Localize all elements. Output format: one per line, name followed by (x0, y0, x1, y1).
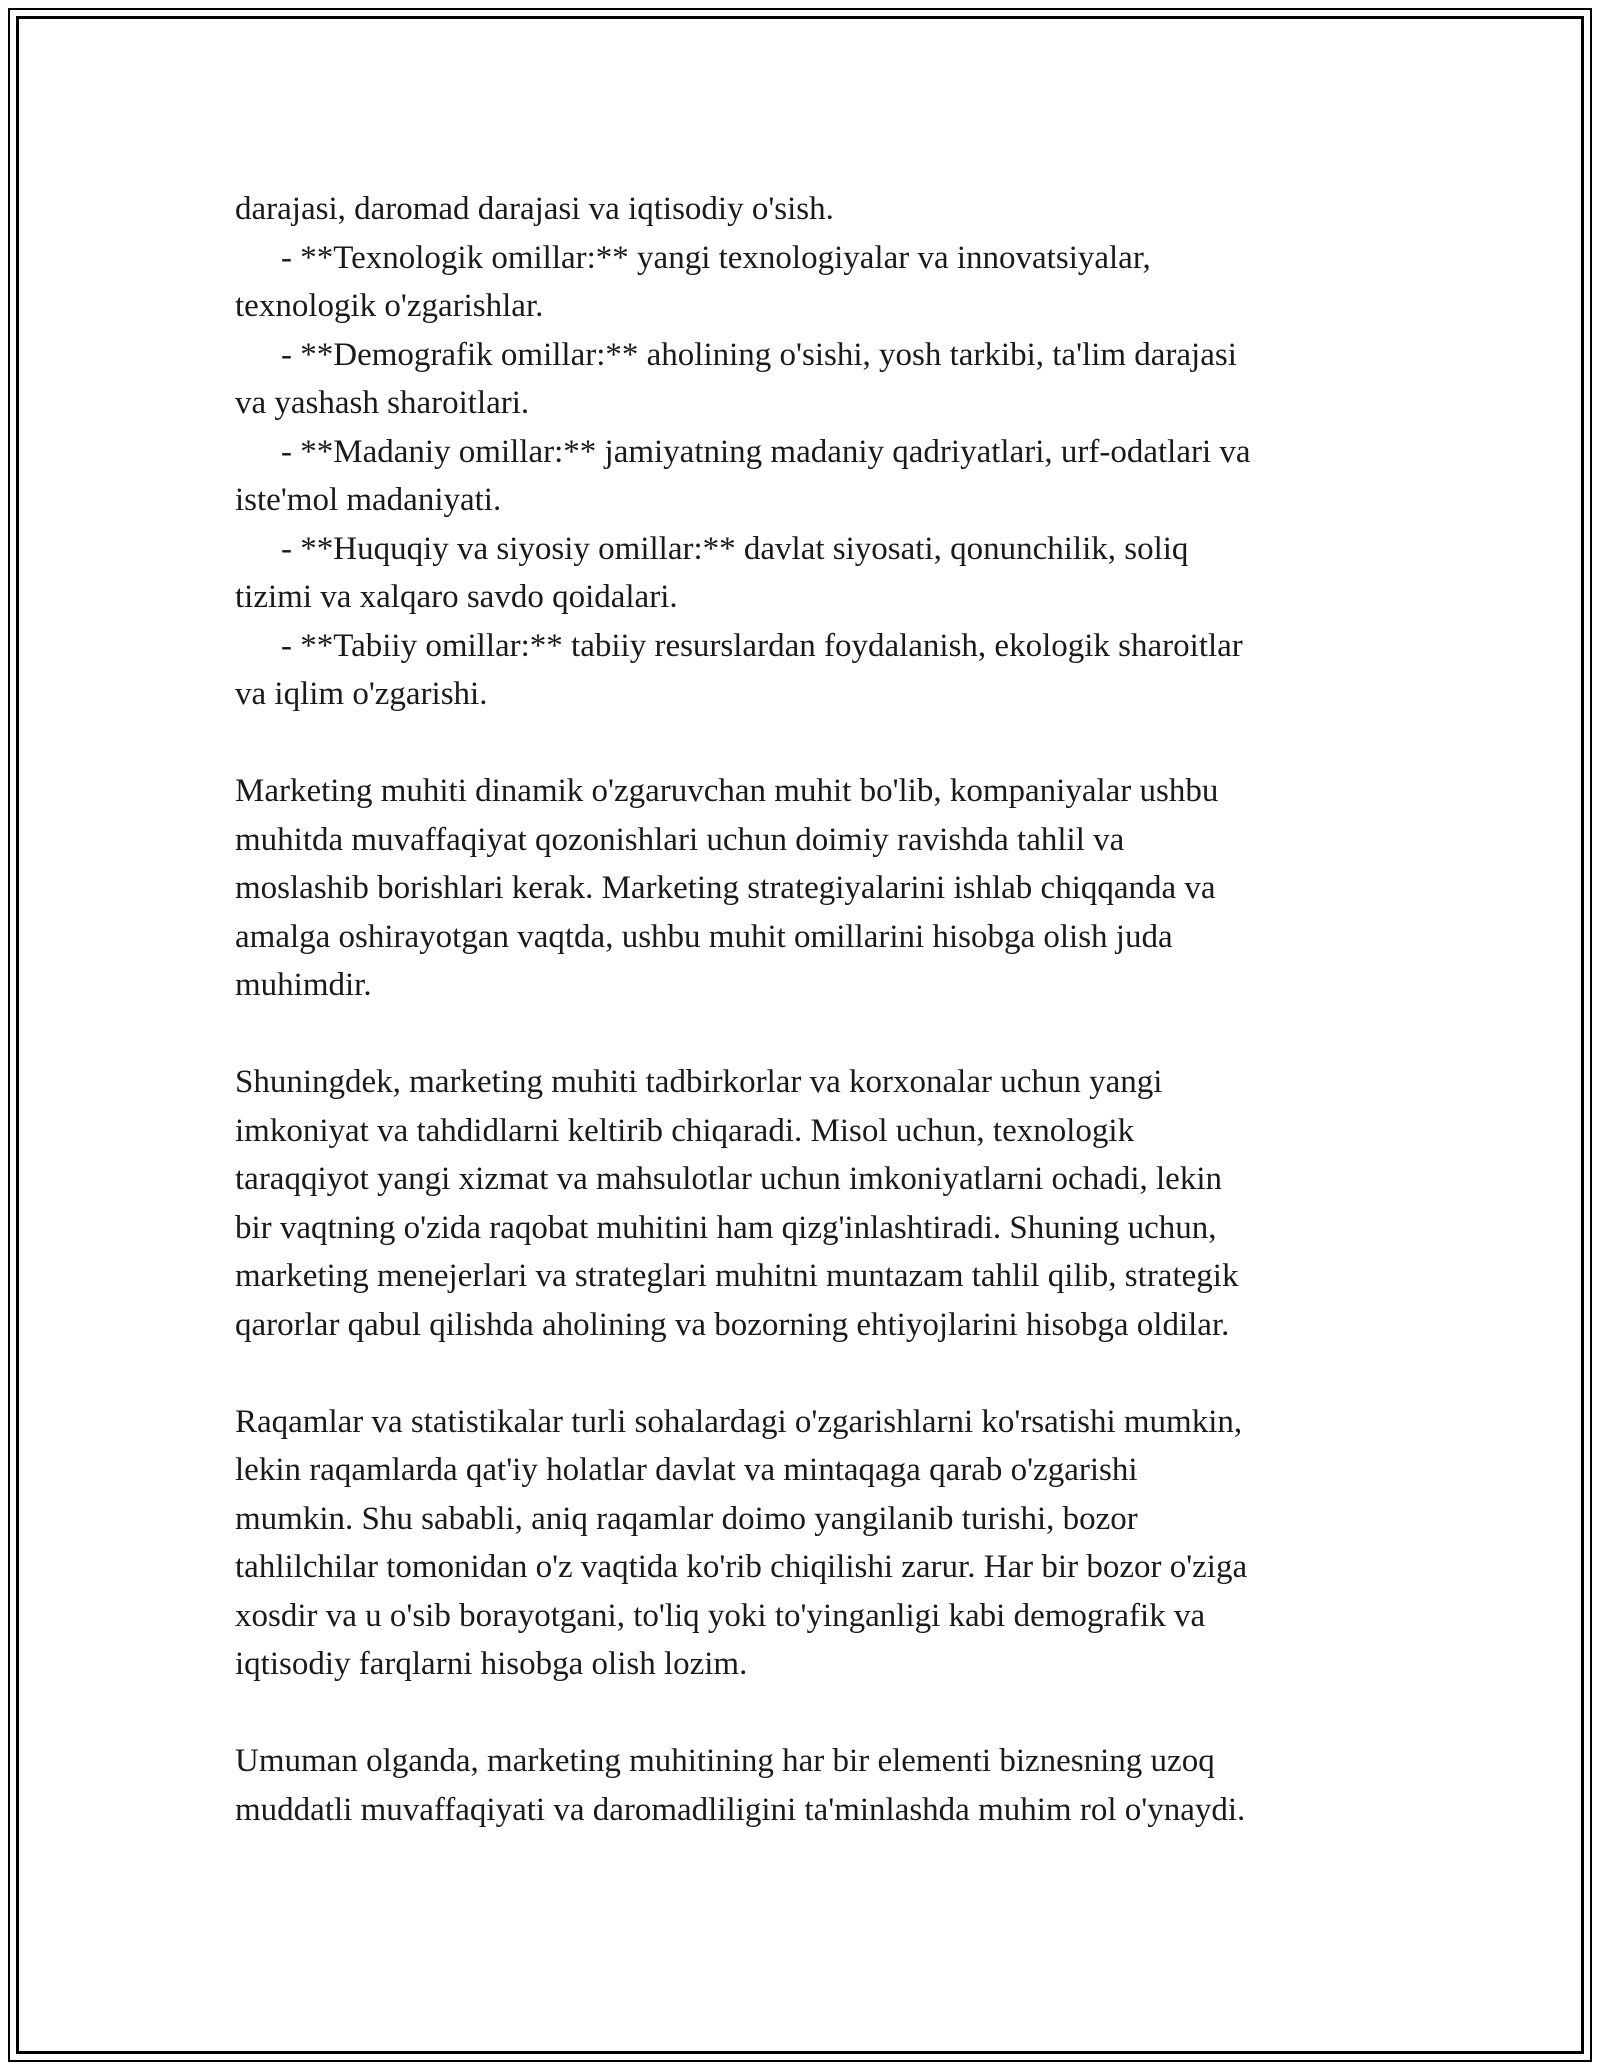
list-continuation-line: darajasi, daromad darajasi va iqtisodiy o'sish. (235, 191, 834, 227)
paragraph-line: tahlilchilar tomonidan o'z vaqtida ko'rib chiqilishi zarur. Har bir bozor o'ziga (235, 1549, 1248, 1585)
list-item-line: - **Madaniy omillar:** jamiyatning madaniy qadriyatlari, urf-odatlari va (281, 433, 1251, 470)
paragraph-2 (235, 1058, 1385, 1349)
paragraph-line: Marketing muhiti dinamik o'zgaruvchan muhit bo'lib, kompaniyalar ushbu (235, 773, 1219, 809)
list-item-line: - **Tabiiy omillar:** tabiiy resurslardan foydalanish, ekologik sharoitlar (281, 627, 1243, 664)
list-item-line: va yashash sharoitlari. (235, 385, 530, 421)
paragraph-line: iqtisodiy farqlarni hisobga olish lozim. (235, 1646, 748, 1682)
paragraph-line: bir vaqtning o'zida raqobat muhitini ham qizg'inlashtiradi. Shuning uchun, (235, 1209, 1217, 1246)
paragraph-gap (235, 1689, 1385, 1738)
list-item-line: va iqlim o'zgarishi. (235, 676, 488, 712)
paragraph-line: muhimdir. (235, 967, 372, 1003)
list-item-legal-political (235, 525, 1385, 622)
list-item-line: texnologik o'zgarishlar. (235, 288, 544, 324)
list-item-demographic (235, 331, 1385, 428)
list-item-line: iste'mol madaniyati. (235, 482, 502, 518)
paragraph-line: Shuningdek, marketing muhiti tadbirkorlar va korxonalar uchun yangi (235, 1064, 1163, 1100)
paragraph-line: taraqqiyot yangi xizmat va mahsulotlar uchun imkoniyatlarni ochadi, lekin (235, 1161, 1222, 1197)
paragraph-3 (235, 1398, 1385, 1689)
paragraph-line: qarorlar qabul qilishda aholining va bozorning ehtiyojlarini hisobga oldilar. (235, 1306, 1230, 1343)
list-item-line: - **Huquqiy va siyosiy omillar:** davlat siyosati, qonunchilik, soliq (281, 530, 1189, 567)
paragraph-line: lekin raqamlarda qat'iy holatlar davlat va mintaqaga qarab o'zgarishi (235, 1452, 1138, 1488)
paragraph-gap (235, 719, 1385, 768)
paragraph-line: Umuman olganda, marketing muhitining har bir elementi biznesning uzoq (235, 1743, 1215, 1779)
list-item-cultural (235, 428, 1385, 525)
list-item-technological (235, 234, 1385, 331)
paragraph-4 (235, 1737, 1385, 1834)
list-item-natural (235, 622, 1385, 719)
paragraph-line: moslashib borishlari kerak. Marketing strategiyalarini ishlab chiqqanda va (235, 870, 1216, 906)
paragraph-line: marketing menejerlari va strateglari muhitni muntazam tahlil qilib, strategik (235, 1258, 1239, 1294)
paragraph-line: amalga oshirayotgan vaqtda, ushbu muhit omillarini hisobga olish juda (235, 918, 1173, 955)
paragraph-line: Raqamlar va statistikalar turli sohalardagi o'zgarishlarni ko'rsatishi mumkin, (235, 1403, 1243, 1440)
list-item-line: - **Demografik omillar:** aholining o'sishi, yosh tarkibi, ta'lim darajasi (281, 336, 1237, 373)
paragraph-line: imkoniyat va tahdidlarni keltirib chiqaradi. Misol uchun, texnologik (235, 1112, 1135, 1149)
paragraph-line: mumkin. Shu sababli, aniq raqamlar doimo yangilanib turishi, bozor (235, 1500, 1138, 1537)
paragraph-line: muhitda muvaffaqiyat qozonishlari uchun doimiy ravishda tahlil va (235, 821, 1125, 858)
list-item-line: - **Texnologik omillar:** yangi texnologiyalar va innovatsiyalar, (281, 239, 1151, 276)
paragraph-line: muddatli muvaffaqiyati va daromadliligini ta'minlashda muhim rol o'ynaydi. (235, 1791, 1246, 1828)
list-item-line: tizimi va xalqaro savdo qoidalari. (235, 579, 678, 615)
paragraph-line: xosdir va u o'sib borayotgani, to'liq yoki to'yinganligi kabi demografik va (235, 1597, 1206, 1634)
paragraph-gap (235, 1349, 1385, 1398)
factor-list (235, 234, 1385, 719)
document-body (235, 185, 1385, 1834)
paragraph-1 (235, 767, 1385, 1010)
paragraph-gap (235, 1010, 1385, 1059)
